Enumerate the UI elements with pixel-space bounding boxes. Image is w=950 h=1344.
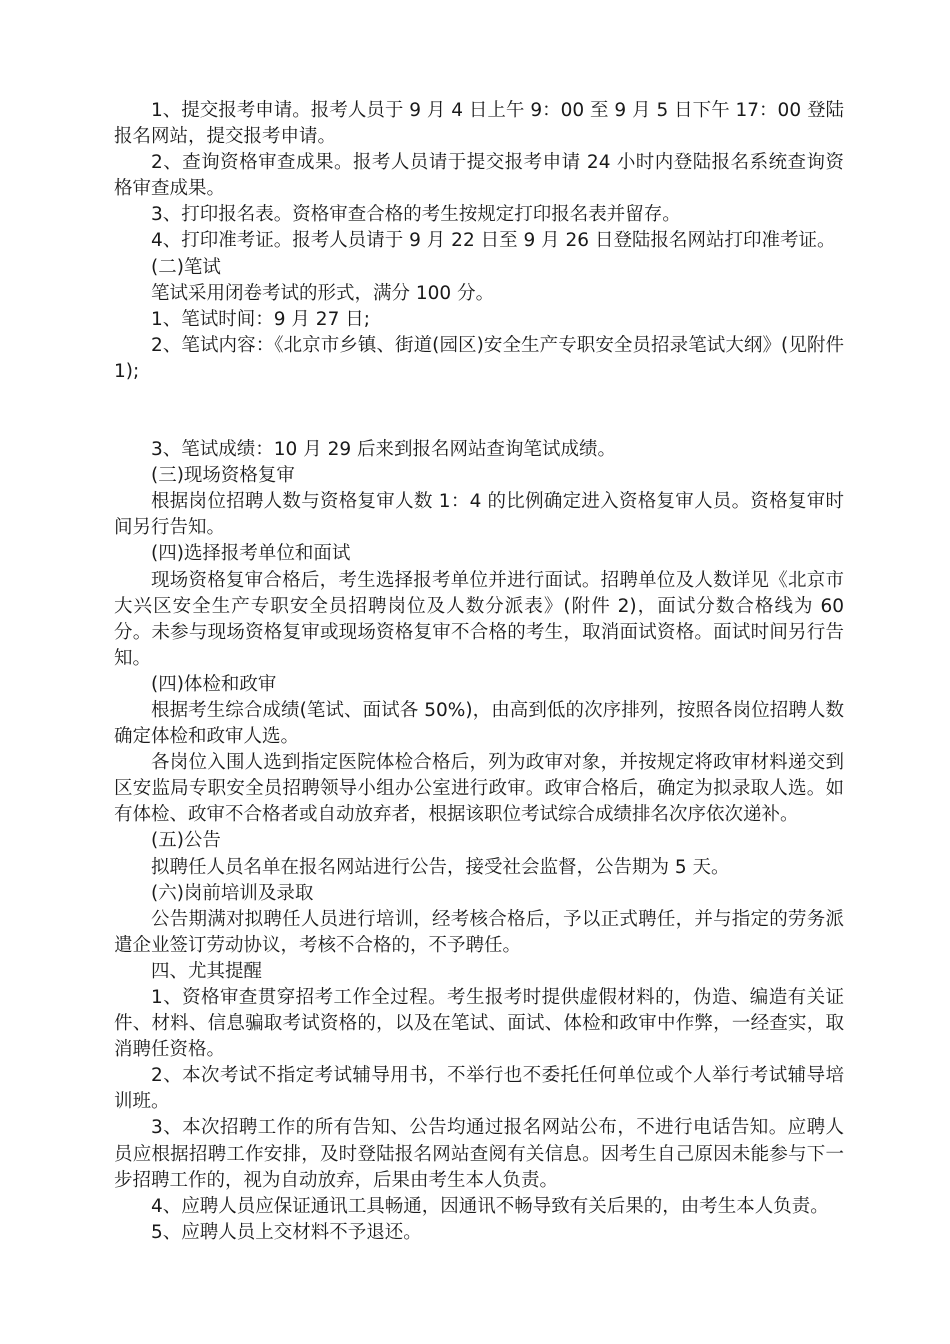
paragraph-exam-content: 2、笔试内容：《北京市乡镇、街道(园区)安全生产专职安全员招录笔试大纲》(见附件 1); <box>114 334 844 382</box>
blank-spacer <box>114 385 844 437</box>
paragraph-ranking: 根据考生综合成绩(笔试、面试各 50%)，由高到低的次序排列，按照各岗位招聘人数确定体检和政审人选。 <box>114 699 844 748</box>
paragraph-print-admission-ticket: 4、打印准考证。报考人员请于 9 月 22 日至 9 月 26 日登陆报名网站打印准考证。 <box>151 230 836 252</box>
section-heading-special-reminder: 四、尤其提醒 <box>151 960 263 982</box>
document-body <box>114 98 844 1246</box>
section-heading-training-hiring: (六)岗前培训及录取 <box>151 882 314 904</box>
paragraph-exam-format: 笔试采用闭卷考试的形式，满分 100 分。 <box>151 282 495 304</box>
paragraph-submit-application: 1、提交报考申请。报考人员于 9 月 4 日上午 9：00 至 9 月 5 日下午 17：00 登陆报名网站，提交报考申请。 <box>114 100 844 148</box>
paragraph-reminder-5: 5、应聘人员上交材料不予退还。 <box>151 1221 422 1243</box>
paragraph-announcement-period: 拟聘任人员名单在报名网站进行公告，接受社会监督，公告期为 5 天。 <box>151 856 730 878</box>
paragraph-reminder-1: 1、资格审查贯穿招考工作全过程。考生报考时提供虚假材料的，伪造、编造有关证件、材料、信息骗取考试资格的，以及在笔试、面试、体检和政审中作弊，一经查实，取消聘任资格。 <box>114 987 844 1061</box>
paragraph-interview-details: 现场资格复审合格后，考生选择报考单位并进行面试。招聘单位及人数详见《北京市大兴区安全生产专职安全员招聘岗位及人数分派表》(附件 2)，面试分数合格线为 60 分。未参与现场资格复审或现场资格复审不合格的考生，取消面试资格。面试时间另行告知。 <box>114 569 844 669</box>
paragraph-reminder-2: 2、本次考试不指定考试辅导用书，不举行也不委托任何单位或个人举行考试辅导培训班。 <box>114 1065 844 1113</box>
paragraph-exam-time: 1、笔试时间：9 月 27 日; <box>151 308 370 330</box>
section-heading-announcement: (五)公告 <box>151 830 221 852</box>
paragraph-print-registration-form: 3、打印报名表。资格审查合格的考生按规定打印报名表并留存。 <box>151 204 681 226</box>
section-heading-qualification-review: (三)现场资格复审 <box>151 465 295 487</box>
paragraph-political-review: 各岗位入围人选到指定医院体检合格后，列为政审对象，并按规定将政审材料递交到区安监局专职安全员招聘领导小组办公室进行政审。政审合格后，确定为拟录取人选。如有体检、政审不合格者或自动放弃者，根据该职位考试综合成绩排名次序依次递补。 <box>114 752 844 826</box>
paragraph-training: 公告期满对拟聘任人员进行培训，经考核合格后，予以正式聘任，并与指定的劳务派遣企业签订劳动协议，考核不合格的，不予聘任。 <box>114 908 844 956</box>
section-heading-medical-political-review: (四)体检和政审 <box>151 673 277 695</box>
paragraph-exam-score: 3、笔试成绩：10 月 29 后来到报名网站查询笔试成绩。 <box>151 439 616 461</box>
section-heading-interview: (四)选择报考单位和面试 <box>151 543 351 565</box>
paragraph-review-ratio: 根据岗位招聘人数与资格复审人数 1：4 的比例确定进入资格复审人员。资格复审时间另行告知。 <box>114 491 844 539</box>
paragraph-reminder-4: 4、应聘人员应保证通讯工具畅通，因通讯不畅导致有关后果的，由考生本人负责。 <box>151 1195 829 1217</box>
paragraph-check-review-result: 2、查询资格审查成果。报考人员请于提交报考申请 24 小时内登陆报名系统查询资格审查成果。 <box>114 152 844 200</box>
section-heading-written-exam: (二)笔试 <box>151 256 221 278</box>
paragraph-reminder-3: 3、本次招聘工作的所有告知、公告均通过报名网站公布，不进行电话告知。应聘人员应根据招聘工作安排，及时登陆报名网站查阅有关信息。因考生自己原因未能参与下一步招聘工作的，视为自动放弃，后果由考生本人负责。 <box>114 1117 844 1191</box>
